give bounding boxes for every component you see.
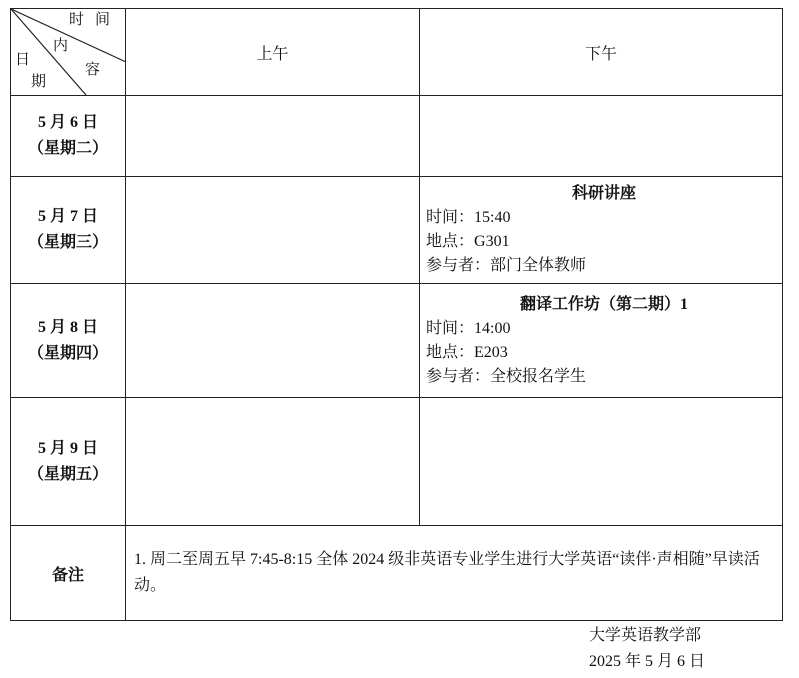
morning-header: 上午 — [126, 9, 420, 96]
date-label: 5 月 8 日 — [37, 318, 98, 336]
event-people — [426, 365, 782, 389]
weekday-label: （星期二） — [27, 140, 108, 157]
table-row — [11, 398, 783, 526]
corner-cell — [11, 9, 126, 96]
event-place — [426, 230, 782, 254]
time-label: 时间： — [426, 209, 475, 226]
table-row — [11, 177, 783, 284]
afternoon-cell — [420, 398, 783, 526]
date-cell — [11, 96, 126, 177]
remarks-text: 1. 周二至周五早 7:45-8:15 全体 2024 级非英语专业学生进行大学英语“读伴·声相随”早读活动。 — [126, 526, 783, 621]
event-title: 翻译工作坊（第二期）1 — [519, 295, 688, 313]
weekday-label: （星期五） — [27, 465, 108, 483]
time-value: 15:40 — [474, 209, 511, 226]
corner-char: 日 — [15, 52, 31, 68]
department-signature: 大学英语教学部 — [589, 627, 702, 644]
corner-char: 容 — [85, 62, 101, 78]
morning-cell — [126, 284, 420, 398]
corner-char: 间 — [95, 12, 111, 28]
afternoon-header: 下午 — [420, 9, 783, 96]
people-value: 部门全体教师 — [490, 257, 587, 274]
remarks-label: 备注 — [11, 526, 126, 621]
remarks-row — [11, 526, 783, 621]
date-label: 5 月 7 日 — [37, 208, 98, 225]
morning-cell — [126, 177, 420, 284]
morning-cell — [126, 96, 420, 177]
date-cell — [11, 284, 126, 398]
date-label: 5 月 6 日 — [37, 114, 98, 131]
afternoon-event-cell — [420, 177, 783, 284]
weekday-label: （星期三） — [27, 234, 108, 251]
place-value: E203 — [474, 343, 508, 361]
people-label: 参与者： — [426, 257, 491, 274]
date-cell — [11, 398, 126, 526]
place-label: 地点： — [426, 343, 475, 361]
people-value: 全校报名学生 — [490, 367, 587, 385]
afternoon-event-cell — [420, 284, 783, 398]
event-title: 科研讲座 — [571, 185, 636, 202]
corner-char: 时 — [69, 12, 85, 28]
morning-cell — [126, 398, 420, 526]
weekday-label: （星期四） — [27, 344, 108, 362]
people-label: 参与者： — [426, 367, 491, 385]
event-time — [426, 206, 782, 230]
corner-char: 内 — [53, 38, 69, 54]
time-value: 14:00 — [474, 319, 511, 337]
time-label: 时间： — [426, 319, 475, 337]
event-place — [426, 341, 782, 365]
place-value: G301 — [474, 233, 510, 250]
event-time — [426, 317, 782, 341]
table-row — [11, 284, 783, 398]
table-row — [11, 96, 783, 177]
date-cell — [11, 177, 126, 284]
schedule-table — [10, 8, 783, 621]
date-label: 5 月 9 日 — [37, 439, 98, 457]
event-people — [426, 254, 782, 278]
afternoon-cell — [420, 96, 783, 177]
header-row — [11, 9, 783, 96]
issue-date: 2025 年 5 月 6 日 — [589, 653, 706, 670]
corner-char: 期 — [31, 74, 47, 90]
place-label: 地点： — [426, 233, 475, 250]
